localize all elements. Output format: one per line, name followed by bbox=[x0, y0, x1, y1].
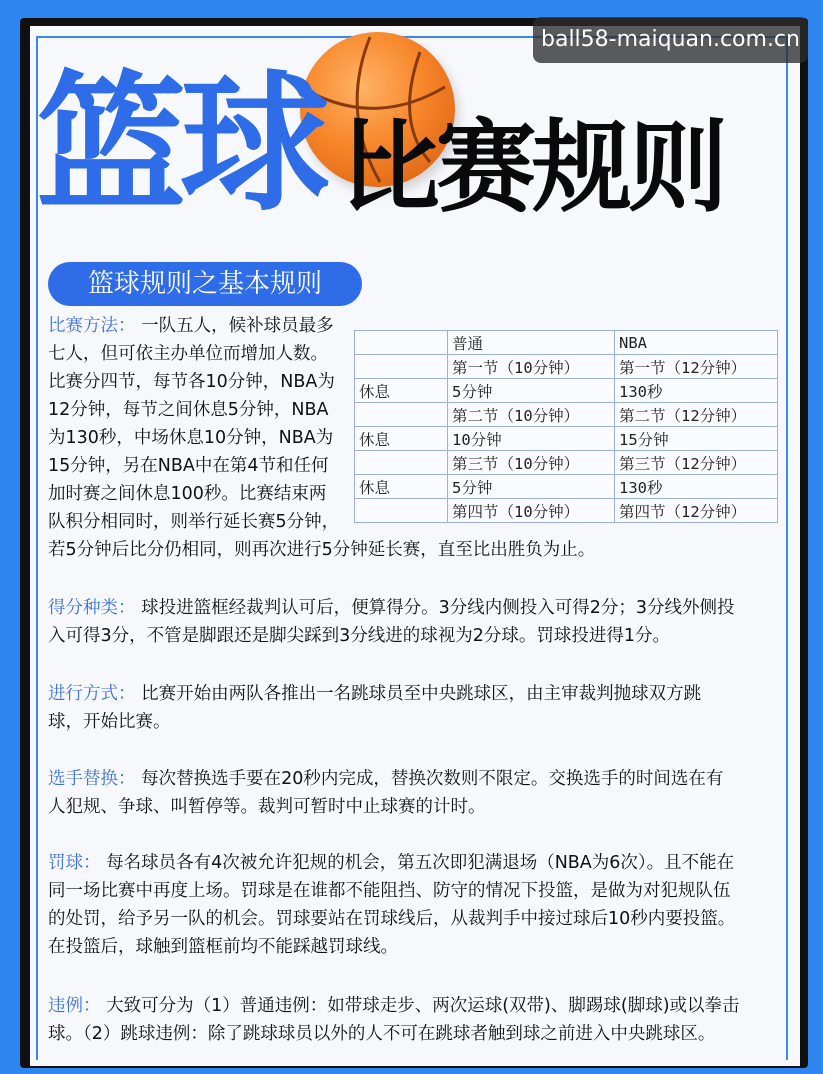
free-throw-line bbox=[48, 849, 786, 877]
violation-block bbox=[48, 992, 786, 1048]
title-basketball: 篮球 bbox=[36, 58, 325, 232]
substitution-line bbox=[48, 765, 786, 793]
method-line: 为130秒，中场休息10分钟，NBA为 bbox=[48, 428, 334, 448]
violation-text: 大致可分为（1）普通违例：如带球走步、两次运球(双带)、脚踢球(脚球)或以拳击 bbox=[106, 996, 740, 1016]
substitution-line: 人犯规、争球、叫暂停等。裁判可暂时中止球赛的计时。 bbox=[48, 797, 486, 817]
table-row bbox=[355, 403, 778, 427]
table-cell bbox=[355, 355, 448, 379]
method-label: 比赛方法： bbox=[48, 316, 136, 336]
table-cell: 5分钟 bbox=[448, 379, 615, 403]
watermark-badge: ball58-maiquan.com.cn bbox=[533, 17, 808, 63]
table-cell: 普通 bbox=[448, 331, 615, 355]
table-cell: 第二节（10分钟） bbox=[448, 403, 615, 427]
method-line: 12分钟，每节之间休息5分钟，NBA bbox=[48, 400, 329, 420]
scoring-block bbox=[48, 594, 786, 650]
table-cell: 5分钟 bbox=[448, 475, 615, 499]
substitution-text: 每次替换选手要在20秒内完成，替换次数则不限定。交换选手的时间选在有 bbox=[141, 769, 724, 789]
procedure-label: 进行方式： bbox=[48, 684, 136, 704]
table-cell bbox=[355, 499, 448, 523]
table-cell: 第三节（10分钟） bbox=[448, 451, 615, 475]
free-throw-label: 罚球： bbox=[48, 853, 101, 873]
scoring-text: 球投进篮框经裁判认可后，便算得分。3分线内侧投入可得2分；3分线外侧投 bbox=[141, 598, 735, 618]
table-cell: 第一节（12分钟） bbox=[615, 355, 778, 379]
substitution-label: 选手替换： bbox=[48, 769, 136, 789]
table-cell: 休息 bbox=[355, 379, 448, 403]
table-cell: NBA bbox=[615, 331, 778, 355]
scoring-line: 入可得3分，不管是脚跟还是脚尖踩到3分线进的球视为2分球。罚球投进得1分。 bbox=[48, 626, 671, 646]
procedure-block bbox=[48, 680, 786, 736]
procedure-text: 比赛开始由两队各推出一名跳球员至中央跳球区，由主审裁判抛球双方跳 bbox=[141, 684, 702, 704]
method-line: 若5分钟后比分仍相同，则再次进行5分钟延长赛，直至比出胜负为止。 bbox=[48, 540, 596, 560]
table-cell: 休息 bbox=[355, 475, 448, 499]
free-throw-line: 在投篮后，球触到篮框前均不能踩越罚球线。 bbox=[48, 937, 398, 957]
method-line: 比赛分四节，每节各10分钟，NBA为 bbox=[48, 372, 335, 392]
violation-line: 球。（2）跳球违例：除了跳球球员以外的人不可在跳球者触到球之前进入中央跳球区。 bbox=[48, 1024, 716, 1044]
table-cell bbox=[355, 403, 448, 427]
title-rules: 比赛规则 bbox=[340, 109, 724, 226]
method-line: 七人，但可依主办单位而增加人数。 bbox=[48, 344, 328, 364]
violation-label: 违例： bbox=[48, 996, 101, 1016]
free-throw-block bbox=[48, 849, 786, 961]
procedure-line: 球，开始比赛。 bbox=[48, 712, 171, 732]
free-throw-text: 每名球员各有4次被允许犯规的机会，第五次即犯满退场（NBA为6次）。且不能在 bbox=[106, 853, 735, 873]
substitution-block bbox=[48, 765, 786, 821]
scoring-label: 得分种类： bbox=[48, 598, 136, 618]
table-cell bbox=[355, 331, 448, 355]
table-cell: 第三节（12分钟） bbox=[615, 451, 778, 475]
table-row bbox=[355, 355, 778, 379]
table-cell: 10分钟 bbox=[448, 427, 615, 451]
method-line: 队积分相同时，则举行延长赛5分钟， bbox=[48, 512, 340, 532]
section-heading: 篮球规则之基本规则 bbox=[48, 262, 362, 306]
scoring-line bbox=[48, 594, 786, 622]
table-row bbox=[355, 475, 778, 499]
table-cell: 130秒 bbox=[615, 475, 778, 499]
violation-line bbox=[48, 992, 786, 1020]
table-row bbox=[355, 379, 778, 403]
table-cell bbox=[355, 451, 448, 475]
method-line: 加时赛之间休息100秒。比赛结束两 bbox=[48, 484, 327, 504]
procedure-line bbox=[48, 680, 786, 708]
table-cell: 15分钟 bbox=[615, 427, 778, 451]
table-row bbox=[355, 499, 778, 523]
free-throw-line: 同一场比赛中再度上场。罚球是在谁都不能阻挡、防守的情况下投篮，是做为对犯规队伍 bbox=[48, 881, 731, 901]
table-row bbox=[355, 427, 778, 451]
timing-table bbox=[354, 330, 778, 523]
method-line: 15分钟，另在NBA中在第4节和任何 bbox=[48, 456, 329, 476]
table-row bbox=[355, 331, 778, 355]
table-cell: 第四节（10分钟） bbox=[448, 499, 615, 523]
table-cell: 第二节（12分钟） bbox=[615, 403, 778, 427]
table-cell: 第一节（10分钟） bbox=[448, 355, 615, 379]
table-cell: 休息 bbox=[355, 427, 448, 451]
table-row bbox=[355, 451, 778, 475]
free-throw-line: 的处罚，给予另一队的机会。罚球要站在罚球线后，从裁判手中接过球后10秒内要投篮。 bbox=[48, 909, 736, 929]
method-text: 一队五人，候补球员最多 bbox=[141, 316, 334, 336]
table-cell: 130秒 bbox=[615, 379, 778, 403]
table-cell: 第四节（12分钟） bbox=[615, 499, 778, 523]
